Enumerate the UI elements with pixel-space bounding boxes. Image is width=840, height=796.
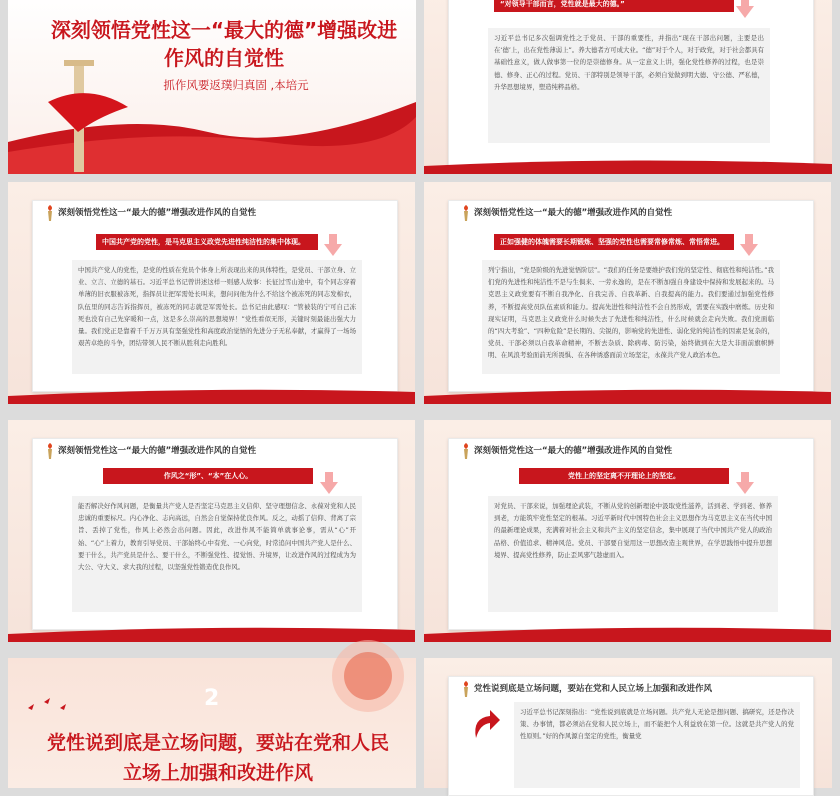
curved-arrow-icon (468, 708, 502, 742)
torch-icon (460, 205, 472, 221)
slide-header: 深刻领悟党性这一“最大的德”增强改进作风的自觉性 (474, 208, 673, 218)
slide-header: 党性说到底是立场问题，要站在党和人民立场上加强和改进作风 (474, 684, 713, 694)
torch-icon (460, 443, 472, 459)
slide-header: 深刻领悟党性这一“最大的德”增强改进作风的自觉性 (474, 446, 673, 456)
bottom-ribbon (8, 382, 415, 404)
content-text: 习近平总书记深刻指出：“党性说到底就是立场问题。共产党人无论是想问题、搞研究，还是作决策、办事情，都必须站在党和人民立场上，而不能把个人利益放在第一位。这就是共产党人的党性原则。”好的作风源自坚定的党性，衡量党 (514, 702, 800, 788)
section-number: 2 (204, 686, 220, 711)
bottom-ribbon (424, 620, 831, 642)
torch-icon (44, 205, 56, 221)
slide-5 (8, 420, 415, 642)
content-text: 中国共产党人的党性，是党的性质在党员个体身上所表现出来的具体特性，是党员、干部立身、立业、立言、立德的基石。习近平总书记曾讲述这样一则感人故事：长征过雪山途中，有个同志穿着单薄的旧衣服被冻死，指挥员让把军需处长叫来，想问问他为什么不给这个被冻死的同志发棉衣，队伍里的同志告诉指挥员，被冻死的同志就是军需处长。总书记由此感叹：“管被装的宁可自己冻死也没有自己先穿暖和一点，这是多么崇高的思想境界！”党性看似无形，关键时刻最能出强大力量。我们党正是靠着千千万万具有坚强党性和高度政治觉悟的先进分子无私奉献，才赢得了一场场艰苦卓绝的斗争，团结带领人民不断从胜利走向胜利。 (72, 260, 362, 374)
down-arrow-icon (736, 0, 754, 18)
slide-2 (424, 0, 832, 174)
highlight-bar: 党性上的坚定离不开理论上的坚定。 (519, 468, 729, 484)
slide-section-2 (8, 658, 416, 788)
content-text: 对党员、干部来说，加强理论武装，不断从党的创新理论中汲取党性滋养，活到老、学到老、修养到老，方能筑牢党性坚定的根基。习近平新时代中国特色社会主义思想作为马克思主义在当代中国的最新理论成果，充满着对社会主义和共产主义的坚定信念，集中展现了当代中国共产党人的政治品格、价值追求、精神风范。党员、干部要自觉用这一思想改造主观世界，在学思践悟中提升思想境界、提高党性修养，防止歪风邪气趁虚而入。 (488, 496, 778, 612)
bottom-ribbon (424, 156, 832, 174)
content-text: 列宁指出，“党是阶级的先进觉悟阶层”。“我们的任务是要维护我们党的坚定性、彻底性和纯洁性。”我们党的先进性和纯洁性不是与生俱来、一劳永逸的，是在不断加强自身建设中保持和发展起来的。马克思主义政党要有不断自我净化、自我完善、自我革新、自我提高的能力。我们要通过加强党性修养，不断提高党员队伍素质和能力。提高先进性和纯洁性不会自然形成，需要在实践中磨炼。历史和现实证明，马克思主义政党什么时候失去了先进性和纯洁性，什么时候就会走向失败。我们党面临的“四大考验”、“四种危险”是长期的、尖锐的，影响党的先进性、弱化党的纯洁性的因素是复杂的，党员、干部必须以自我革命精神，不断去杂质、除病毒、防污染，始终做到在大是大非面前旗帜鲜明、在风浪考验面前无所畏惧、在各种诱惑面前立场坚定，永葆共产党人政治本色。 (482, 260, 780, 374)
down-arrow-icon (740, 234, 758, 256)
slide-3 (8, 182, 415, 404)
slide-subtitle: 抓作风要返璞归真固 ,本培元 (163, 78, 309, 92)
highlight-bar: “对领导干部而言，党性就是最大的德。” (494, 0, 734, 12)
highlight-bar: 作风之“形”、“本”在人心。 (103, 468, 313, 484)
torch-icon (44, 443, 56, 459)
slide-header: 深刻领悟党性这一“最大的德”增强改进作风的自觉性 (58, 446, 257, 456)
slide-8 (424, 658, 832, 788)
torch-icon (460, 681, 472, 697)
highlight-bar: 中国共产党的党性，是马克思主义政党先进性纯洁性的集中体现。 (96, 234, 318, 250)
slide-4 (424, 182, 831, 404)
down-arrow-icon (736, 472, 754, 494)
content-text: 能否解决好作风问题，是衡量共产党人是否坚定马克思主义信仰、坚守理想信念、永葆对党和人民忠诚的重要标尺。内心净化、志向高远，自然会自觉保持优良作风。反之，动摇了信仰、背离了宗旨、丢掉了党性，作风上必然会出问题。因此，改进作风不能简单就事论事，需从“心”开始、“心”上着力，教育引导党员、干部始终心中有党、一心向党，时常追问中国共产党人是什么、要干什么，共产党员是什么、要干什么，不断强党性、提觉悟、升境界，让改进作风的过程成为为大公、守大义、求大我的过程，以坚强党性锻造优良作风。 (72, 496, 362, 612)
down-arrow-icon (320, 472, 338, 494)
section-title: 党性说到底是立场问题，要站在党和人民立场上加强和改进作风 (46, 732, 389, 784)
bottom-ribbon (424, 382, 831, 404)
slide-title-text: 深刻领悟党性这一“最大的德”增强改进作风的自觉性 (50, 18, 398, 70)
down-arrow-icon (324, 234, 342, 256)
content-text: 习近平总书记多次强调党性之于党员、干部的重要性，并指出“现在干部出问题，主要是出在‘德’上，出在党性薄弱上”。养大德者方可成大业。“德”对于个人，对于政党，对于社会都具有基础性意义，做人做事第一位的是崇德修身。从一定意义上讲，强化党性修养的过程，也是崇德、修身、正心的过程。党员、干部特别是领导干部，必须自觉做到明大德、守公德、严私德，升华思想境界，塑造纯粹品格。 (488, 28, 770, 143)
highlight-bar: 正如强健的体魄需要长期锻炼、坚强的党性也需要常修常炼、常悟常进。 (494, 234, 734, 250)
slide-title (8, 0, 416, 174)
slide-6 (424, 420, 831, 642)
slide-header: 深刻领悟党性这一“最大的德”增强改进作风的自觉性 (58, 208, 257, 218)
bottom-ribbon (8, 620, 415, 642)
